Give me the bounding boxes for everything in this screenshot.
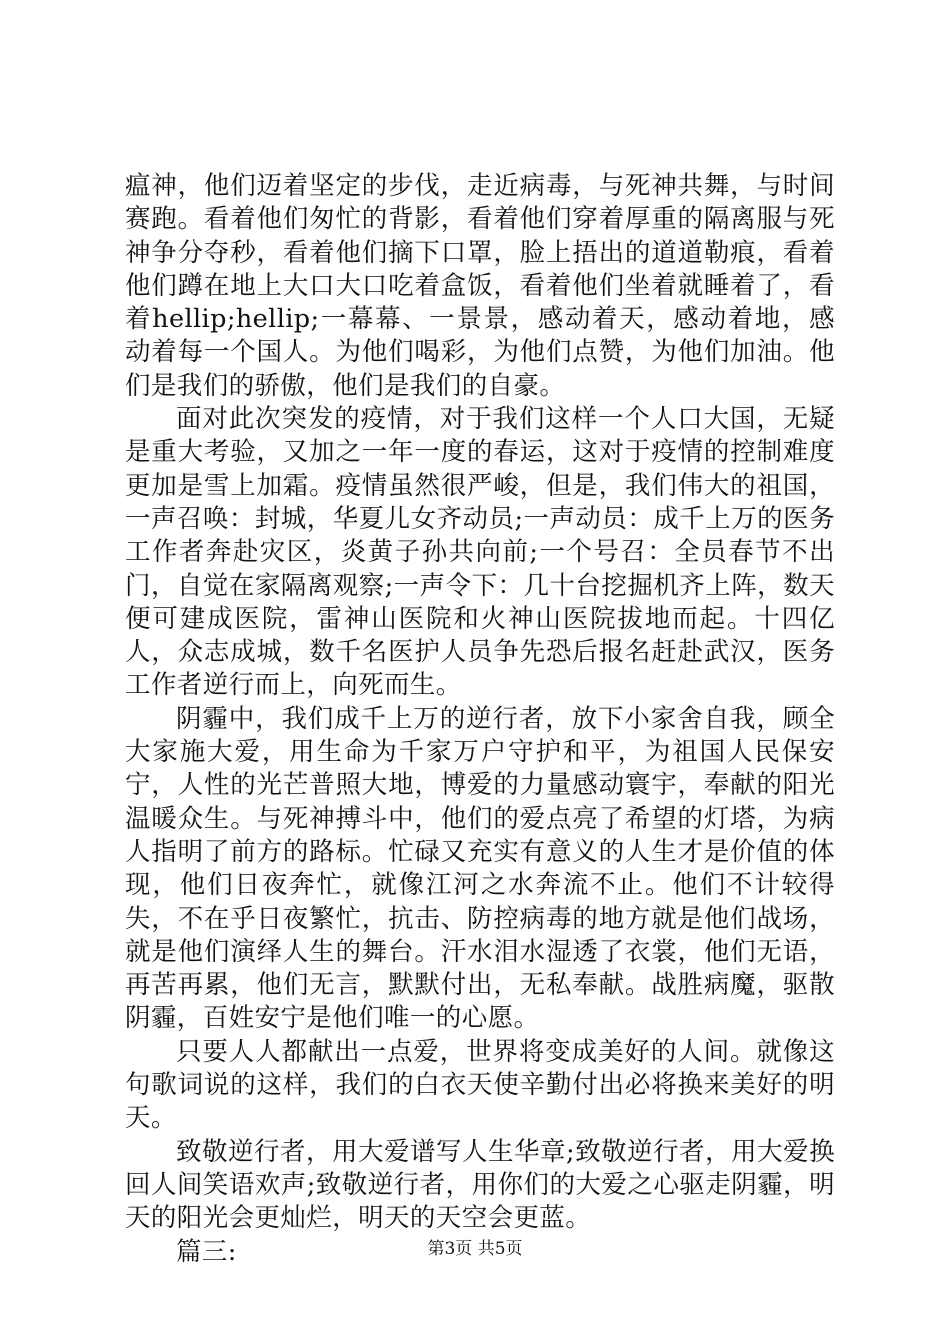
- paragraph-salute: 致敬逆行者，用大爱谱写人生华章;致敬逆行者，用大爱换回人间笑语欢声;致敬逆行者，用你们的大爱之心驱走阴霾，明天的阳光会更灿烂，明天的天空会更蓝。: [125, 1136, 835, 1234]
- section-heading-part-three: 篇三:: [176, 1236, 237, 1267]
- paragraph-retrograde-heroes: 阴霾中，我们成千上万的逆行者，放下小家舍自我，顾全大家施大爱，用生命为千家万户守护和平，为祖国人民保安宁，人性的光芒普照大地，博爱的力量感动寰宇，奉献的阳光温暖众生。与死神搏斗中，他们的爱点亮了希望的灯塔，为病人指明了前方的路标。忙碌又充实有意义的人生才是价值的体现，他们日夜奔忙，就像江河之水奔流不止。他们不计较得失，不在乎日夜繁忙，抗击、防控病毒的地方就是他们战场，就是他们演绎人生的舞台。汗水泪水湿透了衣裳，他们无语，再苦再累，他们无言，默默付出，无私奉献。战胜病魔，驱散阴霾，百姓安宁是他们唯一的心愿。: [125, 703, 835, 1034]
- paragraph-epidemic-response: 面对此次突发的疫情，对于我们这样一个人口大国，无疑是重大考验，又加之一年一度的春运，这对于疫情的控制难度更加是雪上加霜。疫情虽然很严峻，但是，我们伟大的祖国，一声召唤：封城，华夏儿女齐动员;一声动员：成千上万的医务工作者奔赴灾区，炎黄子孙共向前;一个号召：全员春节不出门，自觉在家隔离观察;一声令下：几十台挖掘机齐上阵，数天便可建成医院，雷神山医院和火神山医院拔地而起。十四亿人，众志成城，数千名医护人员争先恐后报名赶赴武汉，医务工作者逆行而上，向死而生。: [125, 404, 835, 701]
- paragraph-continued: 瘟神，他们迈着坚定的步伐，走近病毒，与死神共舞，与时间赛跑。看着他们匆忙的背影，看着他们穿着厚重的隔离服与死神争分夺秒，看着他们摘下口罩，脸上捂出的道道勒痕，看着他们蹲在地上大口大口吃着盒饭，看着他们坐着就睡着了，看着hellip;hellip;一幕幕、一景景，感动着天，感动着地，感动着每一个国人。为他们喝彩，为他们点赞，为他们加油。他们是我们的骄傲，他们是我们的自豪。: [125, 171, 835, 401]
- page-number-footer: 第3页 共5页: [427, 1239, 523, 1259]
- paragraph-song-lyric: 只要人人都献出一点爱，世界将变成美好的人间。就像这句歌词说的这样，我们的白衣天使辛勤付出必将换来美好的明天。: [125, 1036, 835, 1134]
- document-body: [125, 170, 835, 1269]
